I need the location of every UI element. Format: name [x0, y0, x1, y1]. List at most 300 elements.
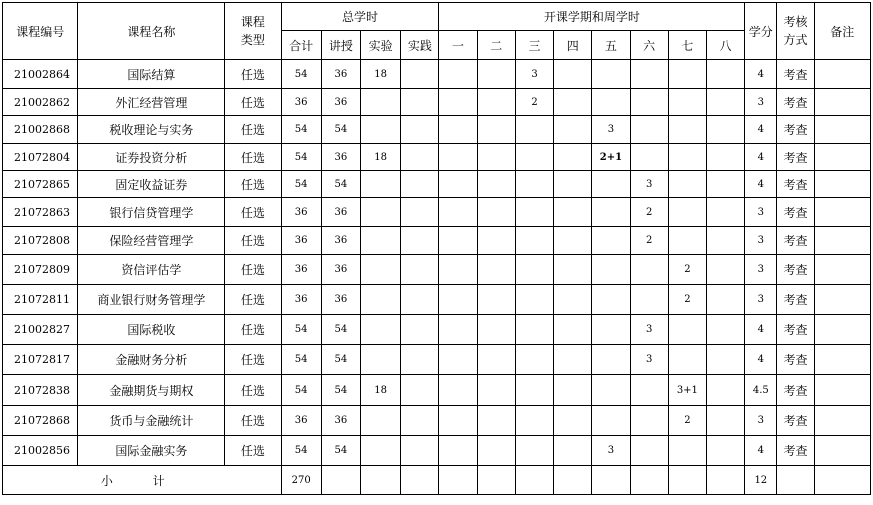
semester-2-hours-cell	[477, 436, 515, 466]
credits-cell: 4	[745, 436, 777, 466]
credits-cell: 4	[745, 60, 777, 89]
credits-cell: 4	[745, 345, 777, 375]
semester-1-hours-cell	[439, 285, 477, 315]
semester-7-hours-cell	[668, 198, 706, 227]
practice-hours-cell	[401, 255, 439, 285]
course-code-cell: 21072868	[3, 406, 78, 436]
course-type-cell: 任选	[225, 89, 281, 116]
course-type-cell: 任选	[225, 375, 281, 406]
credits-cell: 3	[745, 227, 777, 255]
header-semester-hours: 开课学期和周学时	[439, 3, 745, 31]
course-type-cell: 任选	[225, 406, 281, 436]
semester-2-hours-cell	[477, 171, 515, 198]
semester-5-hours-cell	[592, 315, 630, 345]
assessment-cell: 考查	[777, 436, 814, 466]
total-hours-cell: 36	[281, 406, 321, 436]
assessment-cell: 考查	[777, 255, 814, 285]
table-row	[3, 171, 871, 198]
lecture-hours-cell: 36	[321, 89, 360, 116]
header-sub-experiment: 实验	[361, 31, 401, 60]
remarks-cell	[814, 255, 870, 285]
course-name-cell: 金融财务分析	[78, 345, 225, 375]
total-hours-cell: 36	[281, 227, 321, 255]
semester-6-hours-cell	[630, 60, 668, 89]
semester-1-hours-cell	[439, 171, 477, 198]
course-type-cell: 任选	[225, 285, 281, 315]
header-semester-2: 二	[477, 31, 515, 60]
assessment-cell: 考查	[777, 227, 814, 255]
table-row	[3, 144, 871, 171]
header-semester-7: 七	[668, 31, 706, 60]
total-hours-cell: 54	[281, 315, 321, 345]
subtotal-empty-cell	[706, 466, 744, 495]
remarks-cell	[814, 144, 870, 171]
semester-2-hours-cell	[477, 60, 515, 89]
lecture-hours-cell: 36	[321, 198, 360, 227]
lecture-hours-cell: 36	[321, 285, 360, 315]
practice-hours-cell	[401, 198, 439, 227]
semester-1-hours-cell	[439, 315, 477, 345]
experiment-hours-cell	[361, 171, 401, 198]
semester-7-hours-cell	[668, 345, 706, 375]
semester-7-hours-cell: 3+1	[668, 375, 706, 406]
course-code-cell: 21072804	[3, 144, 78, 171]
semester-6-hours-cell	[630, 436, 668, 466]
semester-4-hours-cell	[554, 315, 592, 345]
total-hours-cell: 54	[281, 375, 321, 406]
course-code-cell: 21072838	[3, 375, 78, 406]
lecture-hours-cell: 54	[321, 315, 360, 345]
semester-8-hours-cell	[706, 89, 744, 116]
semester-3-hours-cell	[515, 116, 553, 144]
semester-6-hours-cell: 3	[630, 315, 668, 345]
header-code: 课程编号	[3, 3, 78, 60]
experiment-hours-cell	[361, 198, 401, 227]
table-row	[3, 89, 871, 116]
lecture-hours-cell: 54	[321, 345, 360, 375]
subtotal-empty-cell	[361, 466, 401, 495]
semester-2-hours-cell	[477, 89, 515, 116]
subtotal-empty-cell	[515, 466, 553, 495]
header-name: 课程名称	[78, 3, 225, 60]
table-row	[3, 315, 871, 345]
credits-cell: 3	[745, 89, 777, 116]
remarks-cell	[814, 116, 870, 144]
total-hours-cell: 54	[281, 436, 321, 466]
semester-1-hours-cell	[439, 375, 477, 406]
semester-1-hours-cell	[439, 144, 477, 171]
course-code-cell: 21072809	[3, 255, 78, 285]
semester-4-hours-cell	[554, 89, 592, 116]
semester-5-hours-cell	[592, 345, 630, 375]
semester-7-hours-cell	[668, 116, 706, 144]
course-code-cell: 21072817	[3, 345, 78, 375]
course-type-cell: 任选	[225, 144, 281, 171]
semester-5-hours-cell	[592, 406, 630, 436]
header-semester-5: 五	[592, 31, 630, 60]
table-row	[3, 436, 871, 466]
semester-1-hours-cell	[439, 60, 477, 89]
course-type-cell: 任选	[225, 345, 281, 375]
credits-cell: 4	[745, 116, 777, 144]
semester-5-hours-cell: 3	[592, 116, 630, 144]
lecture-hours-cell: 54	[321, 375, 360, 406]
semester-7-hours-cell	[668, 227, 706, 255]
assessment-cell: 考查	[777, 60, 814, 89]
subtotal-empty-cell	[477, 466, 515, 495]
semester-7-hours-cell	[668, 89, 706, 116]
experiment-hours-cell	[361, 345, 401, 375]
semester-3-hours-cell	[515, 406, 553, 436]
semester-3-hours-cell: 3	[515, 60, 553, 89]
subtotal-empty-cell	[592, 466, 630, 495]
experiment-hours-cell	[361, 255, 401, 285]
semester-4-hours-cell	[554, 285, 592, 315]
semester-8-hours-cell	[706, 171, 744, 198]
subtotal-credits: 12	[745, 466, 777, 495]
course-code-cell: 21072808	[3, 227, 78, 255]
table-row	[3, 60, 871, 89]
experiment-hours-cell: 18	[361, 60, 401, 89]
course-code-cell: 21002856	[3, 436, 78, 466]
header-type	[225, 3, 281, 60]
assessment-cell: 考查	[777, 345, 814, 375]
practice-hours-cell	[401, 116, 439, 144]
semester-4-hours-cell	[554, 60, 592, 89]
total-hours-cell: 36	[281, 89, 321, 116]
subtotal-empty-cell	[668, 466, 706, 495]
practice-hours-cell	[401, 89, 439, 116]
semester-2-hours-cell	[477, 285, 515, 315]
assessment-cell: 考查	[777, 315, 814, 345]
semester-1-hours-cell	[439, 116, 477, 144]
lecture-hours-cell: 54	[321, 171, 360, 198]
course-name-cell: 国际金融实务	[78, 436, 225, 466]
subtotal-empty-cell	[554, 466, 592, 495]
semester-1-hours-cell	[439, 255, 477, 285]
course-name-cell: 国际结算	[78, 60, 225, 89]
experiment-hours-cell: 18	[361, 375, 401, 406]
subtotal-empty-cell	[777, 466, 814, 495]
practice-hours-cell	[401, 436, 439, 466]
total-hours-cell: 54	[281, 116, 321, 144]
experiment-hours-cell	[361, 315, 401, 345]
semester-6-hours-cell	[630, 144, 668, 171]
semester-6-hours-cell	[630, 285, 668, 315]
remarks-cell	[814, 436, 870, 466]
semester-6-hours-cell: 3	[630, 345, 668, 375]
subtotal-empty-cell	[321, 466, 360, 495]
remarks-cell	[814, 227, 870, 255]
header-assessment	[777, 3, 814, 60]
semester-7-hours-cell	[668, 60, 706, 89]
semester-2-hours-cell	[477, 255, 515, 285]
semester-3-hours-cell	[515, 436, 553, 466]
total-hours-cell: 36	[281, 285, 321, 315]
header-semester-1: 一	[439, 31, 477, 60]
course-name-cell: 国际税收	[78, 315, 225, 345]
header-semester-8: 八	[706, 31, 744, 60]
credits-cell: 4.5	[745, 375, 777, 406]
semester-3-hours-cell	[515, 285, 553, 315]
semester-5-hours-cell	[592, 60, 630, 89]
course-type-cell: 任选	[225, 315, 281, 345]
practice-hours-cell	[401, 406, 439, 436]
experiment-hours-cell	[361, 285, 401, 315]
lecture-hours-cell: 36	[321, 406, 360, 436]
lecture-hours-cell: 36	[321, 255, 360, 285]
header-assessment-text: 考核方式	[783, 15, 808, 47]
semester-1-hours-cell	[439, 227, 477, 255]
practice-hours-cell	[401, 285, 439, 315]
semester-3-hours-cell	[515, 227, 553, 255]
semester-8-hours-cell	[706, 436, 744, 466]
semester-5-hours-cell	[592, 285, 630, 315]
course-code-cell: 21002827	[3, 315, 78, 345]
subtotal-label: 小 计	[3, 466, 282, 495]
header-semester-3: 三	[515, 31, 553, 60]
course-type-cell: 任选	[225, 198, 281, 227]
course-code-cell: 21002864	[3, 60, 78, 89]
semester-8-hours-cell	[706, 227, 744, 255]
course-type-cell: 任选	[225, 255, 281, 285]
total-hours-cell: 54	[281, 60, 321, 89]
semester-4-hours-cell	[554, 144, 592, 171]
course-code-cell: 21072865	[3, 171, 78, 198]
semester-5-hours-cell	[592, 227, 630, 255]
semester-6-hours-cell	[630, 375, 668, 406]
semester-8-hours-cell	[706, 60, 744, 89]
semester-8-hours-cell	[706, 375, 744, 406]
semester-8-hours-cell	[706, 315, 744, 345]
credits-cell: 3	[745, 198, 777, 227]
experiment-hours-cell	[361, 227, 401, 255]
total-hours-cell: 54	[281, 171, 321, 198]
table-row	[3, 285, 871, 315]
semester-5-hours-cell: 3	[592, 436, 630, 466]
course-type-cell: 任选	[225, 227, 281, 255]
semester-4-hours-cell	[554, 227, 592, 255]
lecture-hours-cell: 36	[321, 144, 360, 171]
semester-1-hours-cell	[439, 436, 477, 466]
semester-5-hours-cell	[592, 375, 630, 406]
lecture-hours-cell: 54	[321, 436, 360, 466]
assessment-cell: 考查	[777, 171, 814, 198]
semester-7-hours-cell: 2	[668, 255, 706, 285]
semester-4-hours-cell	[554, 345, 592, 375]
credits-cell: 3	[745, 285, 777, 315]
subtotal-row	[3, 466, 871, 495]
semester-5-hours-cell	[592, 255, 630, 285]
semester-6-hours-cell	[630, 116, 668, 144]
remarks-cell	[814, 285, 870, 315]
semester-2-hours-cell	[477, 315, 515, 345]
semester-7-hours-cell	[668, 144, 706, 171]
semester-2-hours-cell	[477, 345, 515, 375]
subtotal-empty-cell	[630, 466, 668, 495]
semester-7-hours-cell	[668, 315, 706, 345]
semester-6-hours-cell	[630, 89, 668, 116]
header-sub-lecture: 讲授	[321, 31, 360, 60]
header-total-hours: 总学时	[281, 3, 439, 31]
course-code-cell: 21072863	[3, 198, 78, 227]
semester-4-hours-cell	[554, 255, 592, 285]
course-code-cell: 21072811	[3, 285, 78, 315]
assessment-cell: 考查	[777, 198, 814, 227]
remarks-cell	[814, 171, 870, 198]
lecture-hours-cell: 36	[321, 227, 360, 255]
subtotal-empty-cell	[814, 466, 870, 495]
course-name-cell: 保险经营管理学	[78, 227, 225, 255]
semester-3-hours-cell	[515, 255, 553, 285]
lecture-hours-cell: 36	[321, 60, 360, 89]
semester-2-hours-cell	[477, 227, 515, 255]
remarks-cell	[814, 198, 870, 227]
table-row	[3, 116, 871, 144]
course-code-cell: 21002868	[3, 116, 78, 144]
total-hours-cell: 36	[281, 198, 321, 227]
semester-3-hours-cell	[515, 144, 553, 171]
header-sub-practice: 实践	[401, 31, 439, 60]
course-table	[2, 2, 871, 495]
semester-8-hours-cell	[706, 406, 744, 436]
practice-hours-cell	[401, 171, 439, 198]
total-hours-cell: 54	[281, 144, 321, 171]
course-type-cell: 任选	[225, 171, 281, 198]
assessment-cell: 考查	[777, 144, 814, 171]
semester-1-hours-cell	[439, 345, 477, 375]
table-row	[3, 198, 871, 227]
semester-1-hours-cell	[439, 198, 477, 227]
semester-8-hours-cell	[706, 255, 744, 285]
credits-cell: 4	[745, 144, 777, 171]
semester-5-hours-cell	[592, 171, 630, 198]
header-remarks: 备注	[814, 3, 870, 60]
semester-4-hours-cell	[554, 171, 592, 198]
semester-4-hours-cell	[554, 375, 592, 406]
semester-4-hours-cell	[554, 406, 592, 436]
course-name-cell: 银行信贷管理学	[78, 198, 225, 227]
semester-6-hours-cell: 2	[630, 227, 668, 255]
semester-7-hours-cell	[668, 436, 706, 466]
course-name-cell: 金融期货与期权	[78, 375, 225, 406]
course-name-cell: 证券投资分析	[78, 144, 225, 171]
experiment-hours-cell	[361, 436, 401, 466]
lecture-hours-cell: 54	[321, 116, 360, 144]
semester-6-hours-cell	[630, 255, 668, 285]
header-sub-total: 合计	[281, 31, 321, 60]
semester-2-hours-cell	[477, 375, 515, 406]
experiment-hours-cell	[361, 406, 401, 436]
semester-6-hours-cell: 3	[630, 171, 668, 198]
semester-8-hours-cell	[706, 285, 744, 315]
course-name-cell: 税收理论与实务	[78, 116, 225, 144]
practice-hours-cell	[401, 375, 439, 406]
semester-6-hours-cell	[630, 406, 668, 436]
total-hours-cell: 54	[281, 345, 321, 375]
practice-hours-cell	[401, 315, 439, 345]
remarks-cell	[814, 345, 870, 375]
course-name-cell: 货币与金融统计	[78, 406, 225, 436]
subtotal-empty-cell	[439, 466, 477, 495]
semester-5-hours-cell	[592, 198, 630, 227]
semester-5-hours-cell	[592, 89, 630, 116]
course-name-cell: 资信评估学	[78, 255, 225, 285]
remarks-cell	[814, 60, 870, 89]
semester-2-hours-cell	[477, 116, 515, 144]
semester-7-hours-cell: 2	[668, 406, 706, 436]
practice-hours-cell	[401, 60, 439, 89]
table-row	[3, 227, 871, 255]
subtotal-total-hours: 270	[281, 466, 321, 495]
experiment-hours-cell: 18	[361, 144, 401, 171]
course-name-cell: 外汇经营管理	[78, 89, 225, 116]
course-code-cell: 21002862	[3, 89, 78, 116]
experiment-hours-cell	[361, 116, 401, 144]
semester-3-hours-cell	[515, 198, 553, 227]
assessment-cell: 考查	[777, 116, 814, 144]
semester-4-hours-cell	[554, 116, 592, 144]
subtotal-empty-cell	[401, 466, 439, 495]
table-row	[3, 406, 871, 436]
credits-cell: 4	[745, 315, 777, 345]
semester-4-hours-cell	[554, 436, 592, 466]
semester-1-hours-cell	[439, 89, 477, 116]
credits-cell: 3	[745, 255, 777, 285]
course-type-cell: 任选	[225, 60, 281, 89]
credits-cell: 3	[745, 406, 777, 436]
course-type-cell: 任选	[225, 116, 281, 144]
table-row	[3, 375, 871, 406]
course-name-cell: 商业银行财务管理学	[78, 285, 225, 315]
remarks-cell	[814, 89, 870, 116]
semester-6-hours-cell: 2	[630, 198, 668, 227]
assessment-cell: 考查	[777, 285, 814, 315]
experiment-hours-cell	[361, 89, 401, 116]
assessment-cell: 考查	[777, 406, 814, 436]
semester-8-hours-cell	[706, 198, 744, 227]
semester-1-hours-cell	[439, 406, 477, 436]
semester-2-hours-cell	[477, 144, 515, 171]
semester-5-hours-cell: 2+1	[592, 144, 630, 171]
remarks-cell	[814, 406, 870, 436]
practice-hours-cell	[401, 345, 439, 375]
assessment-cell: 考查	[777, 375, 814, 406]
semester-3-hours-cell	[515, 171, 553, 198]
semester-4-hours-cell	[554, 198, 592, 227]
assessment-cell: 考查	[777, 89, 814, 116]
header-semester-6: 六	[630, 31, 668, 60]
semester-8-hours-cell	[706, 345, 744, 375]
semester-7-hours-cell	[668, 171, 706, 198]
semester-3-hours-cell	[515, 345, 553, 375]
header-type-text: 课程类型	[240, 15, 265, 47]
credits-cell: 4	[745, 171, 777, 198]
practice-hours-cell	[401, 144, 439, 171]
table-row	[3, 345, 871, 375]
semester-8-hours-cell	[706, 144, 744, 171]
semester-3-hours-cell	[515, 315, 553, 345]
remarks-cell	[814, 315, 870, 345]
semester-2-hours-cell	[477, 198, 515, 227]
semester-8-hours-cell	[706, 116, 744, 144]
semester-3-hours-cell: 2	[515, 89, 553, 116]
course-type-cell: 任选	[225, 436, 281, 466]
header-credits: 学分	[745, 3, 777, 60]
semester-7-hours-cell: 2	[668, 285, 706, 315]
semester-2-hours-cell	[477, 406, 515, 436]
remarks-cell	[814, 375, 870, 406]
